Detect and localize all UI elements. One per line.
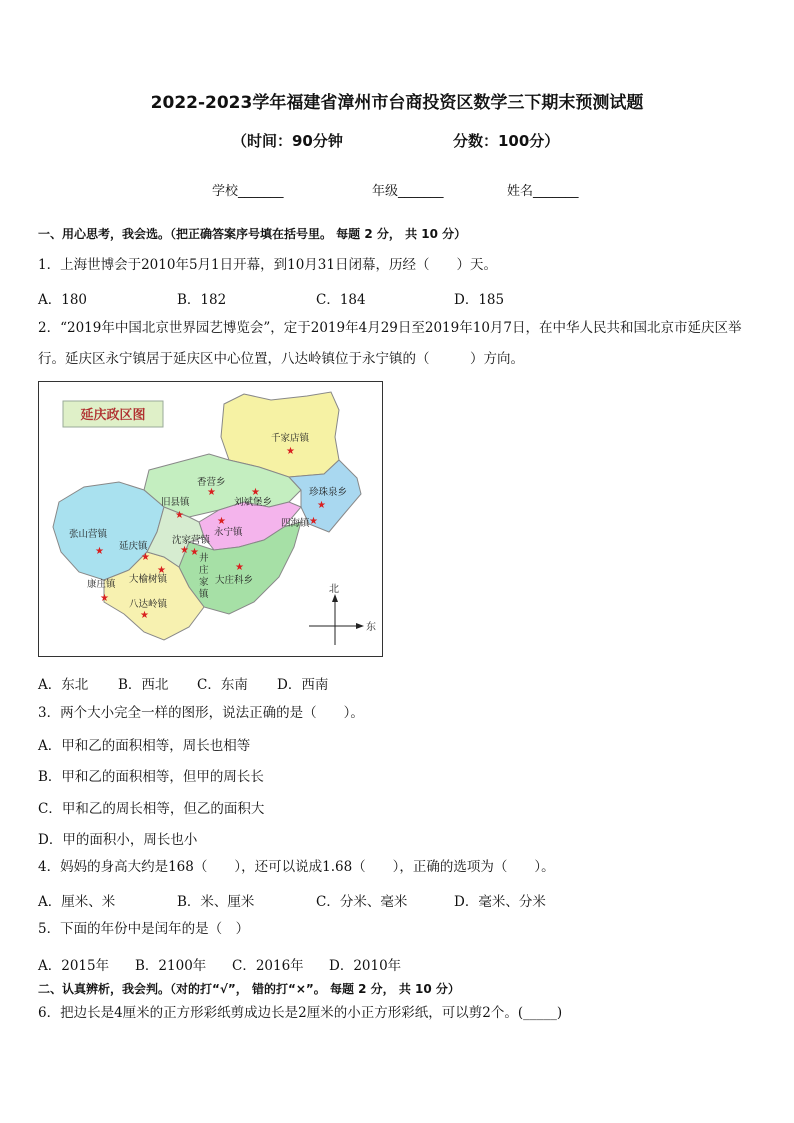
town-dayushu: 大榆树镇 <box>129 574 168 585</box>
marker-icon: ★ <box>317 500 326 511</box>
marker-icon: ★ <box>157 565 166 576</box>
q4-option-b: B．米、厘米 <box>177 894 255 910</box>
q2-option-c: C．东南 <box>197 677 248 693</box>
marker-icon: ★ <box>217 516 226 527</box>
marker-icon: ★ <box>190 547 199 558</box>
compass-icon <box>309 583 376 645</box>
q3-option-b: B．甲和乙的面积相等，但甲的周长长 <box>38 769 264 785</box>
town-xiangying: 香营乡 <box>197 477 226 488</box>
town-shenjiaying: 沈家营镇 <box>172 535 211 546</box>
grade-field: 年级_______ <box>372 184 444 199</box>
town-kangzhuang: 康庄镇 <box>87 579 116 590</box>
question-6: 6．把边长是4厘米的正方形彩纸剪成边长是2厘米的小正方形彩纸，可以剪2个。(_____) <box>38 1005 563 1021</box>
q1-option-a: A．180 <box>38 292 88 308</box>
name-field: 姓名_______ <box>507 184 579 199</box>
question-5: 5．下面的年份中是闰年的是（ ） <box>38 921 250 937</box>
marker-icon: ★ <box>141 552 150 563</box>
town-zhenzhuquan: 珍珠泉乡 <box>309 487 348 498</box>
town-dazhuangke: 大庄科乡 <box>215 575 254 586</box>
q3-option-c: C．甲和乙的周长相等，但乙的面积大 <box>38 801 265 817</box>
q4-option-a: A．厘米、米 <box>38 894 116 910</box>
q4-option-d: D．毫米、分米 <box>454 894 546 910</box>
q1-option-d: D．185 <box>454 292 505 308</box>
town-jingzhuang-2: 庄 <box>199 565 209 576</box>
question-1: 1．上海世博会于2010年5月1日开幕，到10月31日闭幕，历经（ ）天。 <box>38 257 497 273</box>
q3-option-a: A．甲和乙的面积相等，周长也相等 <box>38 738 251 754</box>
question-2: 2．“2019年中国北京世界园艺博览会”，定于2019年4月29日至2019年10月7日，在中华人民共和国北京市延庆区举行。延庆区永宁镇居于延庆区中心位置，八达岭镇位于永宁镇的（ ）方向。 <box>38 320 742 367</box>
section-2-heading: 二、认真辨析，我会判。（对的打“√”， 错的打“×”。 每题 2 分， 共 10 分） <box>38 982 460 996</box>
school-field: 学校_______ <box>212 184 284 199</box>
marker-icon: ★ <box>140 610 149 621</box>
q3-option-d: D．甲的面积小，周长也小 <box>38 832 198 848</box>
section-1-heading: 一、用心思考，我会选。（把正确答案序号填在括号里。 每题 2 分， 共 10 分） <box>38 227 467 241</box>
town-badaling: 八达岭镇 <box>129 599 168 610</box>
town-zhangshanying: 张山营镇 <box>69 529 108 540</box>
q5-option-b: B．2100年 <box>135 958 207 974</box>
yanqing-district-map <box>38 381 383 657</box>
marker-icon: ★ <box>309 516 318 527</box>
town-jiuxian: 旧县镇 <box>161 497 190 508</box>
compass-east-label: 东 <box>366 622 376 633</box>
town-sihai: 四海镇 <box>281 518 310 529</box>
q2-option-b: B．西北 <box>118 677 169 693</box>
marker-icon: ★ <box>207 487 216 498</box>
marker-icon: ★ <box>100 593 109 604</box>
town-jingzhuang-3: 家 <box>199 577 209 588</box>
question-4: 4．妈妈的身高大约是168（ ），还可以说成1.68（ ），正确的选项为（ ）。 <box>38 859 555 875</box>
question-3: 3．两个大小完全一样的图形，说法正确的是（ ）。 <box>38 705 364 721</box>
marker-icon: ★ <box>175 510 184 521</box>
q4-option-c: C．分米、毫米 <box>316 894 408 910</box>
town-yanqing: 延庆镇 <box>119 541 148 552</box>
town-yongning: 永宁镇 <box>214 527 243 538</box>
marker-icon: ★ <box>251 487 260 498</box>
town-jingzhuang-4: 镇 <box>199 589 209 600</box>
map-title: 延庆政区图 <box>80 408 146 423</box>
page-title: 2022-2023学年福建省漳州市台商投资区数学三下期末预测试题 <box>150 93 644 113</box>
town-qianjiadian: 千家店镇 <box>271 433 310 444</box>
marker-icon: ★ <box>235 562 244 573</box>
marker-icon: ★ <box>286 446 295 457</box>
compass-north-label: 北 <box>329 584 339 595</box>
q1-option-c: C．184 <box>316 292 366 308</box>
town-jingzhuang-1: 井 <box>199 553 209 564</box>
q5-option-a: A．2015年 <box>38 958 110 974</box>
q5-option-c: C．2016年 <box>232 958 304 974</box>
map-graphic <box>39 382 382 656</box>
town-liubinpu: 刘斌堡乡 <box>234 497 273 508</box>
exam-score: 分数：100分） <box>453 132 560 150</box>
marker-icon: ★ <box>95 546 104 557</box>
exam-time: （时间：90分钟 <box>232 132 343 150</box>
q1-option-b: B．182 <box>177 292 227 308</box>
q2-option-d: D．西南 <box>277 677 329 693</box>
q5-option-d: D．2010年 <box>329 958 402 974</box>
marker-icon: ★ <box>180 545 189 556</box>
q2-option-a: A．东北 <box>38 677 89 693</box>
